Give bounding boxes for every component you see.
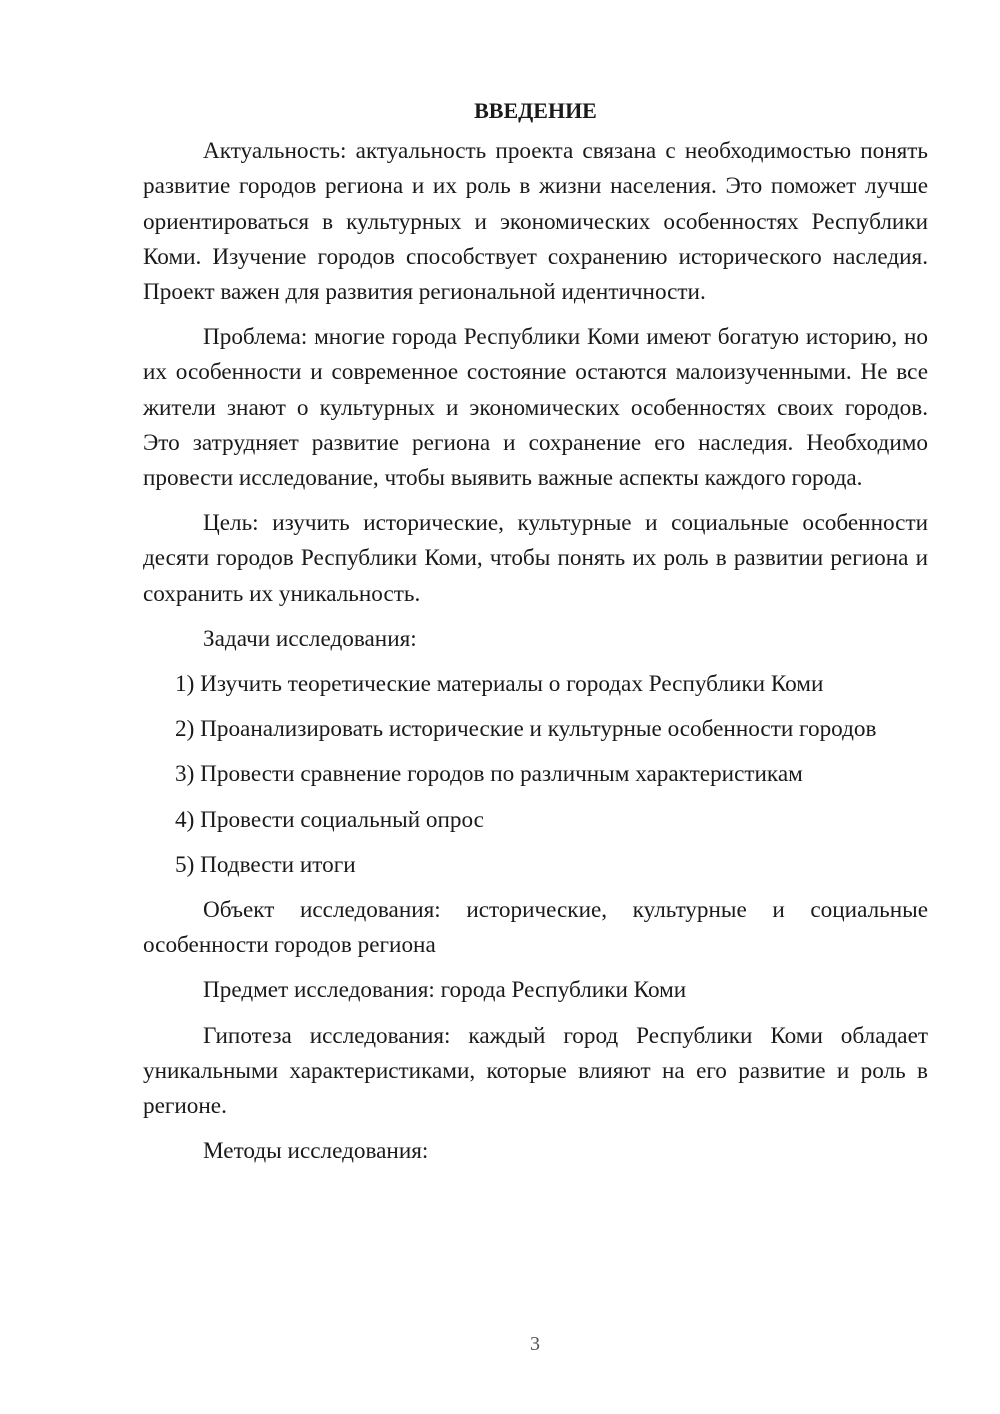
paragraph-goal: Цель: изучить исторические, культурные и социальные особенности десяти городов Республики Коми, чтобы понять их роль в развитии региона и сохранить их уникальность. [143,510,928,607]
paragraph-problem: Проблема: многие города Республики Коми имеют богатую историю, но их особенности и современное состояние остаются малоизученными. Не все жители знают о культурных и экономических особенностях своих городов. Это затрудняет развитие региона и сохранение его наследия. Необходимо провести исследование, чтобы выявить важные аспекты каждого города. [143,324,928,492]
paragraph-hypothesis: Гипотеза исследования: каждый город Республики Коми обладает уникальными характеристиками, которые влияют на его развитие и роль в регионе. [143,1022,928,1120]
task-item-3: 3) Провести сравнение городов по различным характеристикам [175,761,803,788]
task-item-2: 2) Проанализировать исторические и культурные особенности городов [175,716,877,743]
paragraph-relevance: Актуальность: актуальность проекта связана с необходимостью понять развитие городов региона и их роль в жизни населения. Это поможет лучше ориентироваться в культурных и экономических особенностях Республики Коми. Изучение городов способствует сохранению исторического наследия. Проект важен для развития региональной идентичности. [143,138,928,306]
document-page [143,93,928,1179]
task-item-4: 4) Провести социальный опрос [175,806,484,833]
task-item-5: 5) Подвести итоги [175,851,356,878]
task-item-1: 1) Изучить теоретические материалы о городах Республики Коми [175,671,824,698]
paragraph-subject: Предмет исследования: города Республики Коми [203,977,687,1004]
paragraph-methods: Методы исследования: [203,1138,429,1165]
page-title: ВВЕДЕНИЕ [474,98,597,123]
paragraph-tasks-heading: Задачи исследования: [203,625,417,652]
paragraph-object: Объект исследования: исторические, культурные и социальные особенности городов региона [143,897,928,959]
page-number: 3 [530,1333,540,1355]
